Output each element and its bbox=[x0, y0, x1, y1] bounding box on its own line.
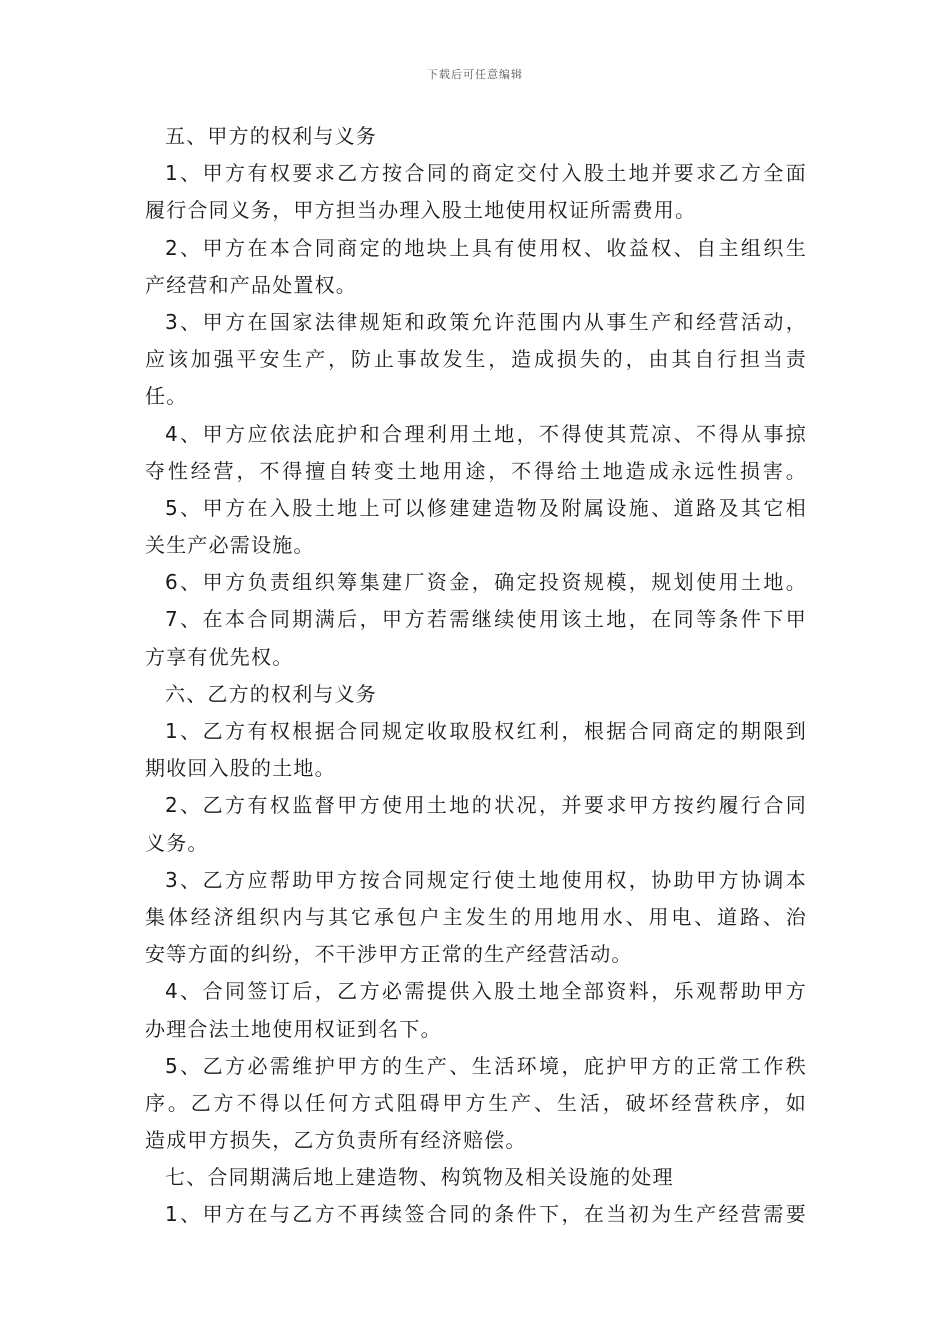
paragraph-line: 1、甲方有权要求乙方按合同的商定交付入股土地并要求乙方全面 bbox=[165, 161, 807, 186]
paragraph-line: 履行合同义务，甲方担当办理入股土地使用权证所需费用。 bbox=[145, 198, 697, 223]
paragraph-line: 2、乙方有权监督甲方使用土地的状况，并要求甲方按约履行合同 bbox=[165, 793, 807, 818]
paragraph-line: 5、甲方在入股土地上可以修建建造物及附属设施、道路及其它相 bbox=[165, 495, 807, 520]
paragraph-line: 集体经济组织内与其它承包户主发生的用地用水、用电、道路、治 bbox=[145, 904, 807, 929]
paragraph-line: 序。乙方不得以任何方式阻碍甲方生产、生活，破坏经营秩序，如 bbox=[145, 1090, 807, 1115]
document-body bbox=[145, 118, 807, 1234]
paragraph-line: 5、乙方必需维护甲方的生产、生活环境，庇护甲方的正常工作秩 bbox=[165, 1053, 807, 1078]
paragraph-line: 关生产必需设施。 bbox=[145, 533, 315, 558]
paragraph-line: 2、甲方在本合同商定的地块上具有使用权、收益权、自主组织生 bbox=[165, 235, 807, 260]
paragraph-line: 期收回入股的土地。 bbox=[145, 756, 336, 781]
paragraph-line: 七、合同期满后地上建造物、构筑物及相关设施的处理 bbox=[165, 1165, 674, 1190]
paragraph-line: 五、甲方的权利与义务 bbox=[165, 124, 377, 148]
paragraph-line: 3、乙方应帮助甲方按合同规定行使土地使用权，协助甲方协调本 bbox=[165, 867, 807, 892]
paragraph-line: 造成甲方损失，乙方负责所有经济赔偿。 bbox=[145, 1128, 527, 1153]
paragraph-line: 4、甲方应依法庇护和合理利用土地，不得使其荒凉、不得从事掠 bbox=[165, 421, 807, 446]
paragraph-line: 1、乙方有权根据合同规定收取股权红利，根据合同商定的期限到 bbox=[165, 719, 807, 743]
paragraph-line: 3、甲方在国家法律规矩和政策允许范围内从事生产和经营活动， bbox=[165, 309, 807, 334]
paragraph-line: 方享有优先权。 bbox=[145, 644, 294, 669]
page-header-note: 下载后可任意编辑 bbox=[427, 68, 523, 81]
paragraph-line: 4、合同签订后，乙方必需提供入股土地全部资料，乐观帮助甲方 bbox=[165, 979, 807, 1004]
paragraph-line: 夺性经营，不得擅自转变土地用途，不得给土地造成永远性损害。 bbox=[145, 458, 807, 483]
paragraph-line: 安等方面的纠纷，不干涉甲方正常的生产经营活动。 bbox=[145, 942, 633, 967]
paragraph-line: 6、甲方负责组织筹集建厂资金，确定投资规模，规划使用土地。 bbox=[165, 570, 807, 595]
paragraph-line: 义务。 bbox=[145, 830, 209, 855]
paragraph-line: 产经营和产品处置权。 bbox=[145, 272, 357, 297]
paragraph-line: 1、甲方在与乙方不再续签合同的条件下，在当初为生产经营需要 bbox=[165, 1202, 807, 1227]
paragraph-line: 任。 bbox=[145, 384, 188, 409]
paragraph-line: 办理合法土地使用权证到名下。 bbox=[145, 1016, 442, 1041]
paragraph-line: 六、乙方的权利与义务 bbox=[165, 681, 377, 706]
paragraph-line: 应该加强平安生产，防止事故发生，造成损失的，由其自行担当责 bbox=[145, 347, 807, 372]
paragraph-line: 7、在本合同期满后，甲方若需继续使用该土地，在同等条件下甲 bbox=[165, 607, 807, 632]
